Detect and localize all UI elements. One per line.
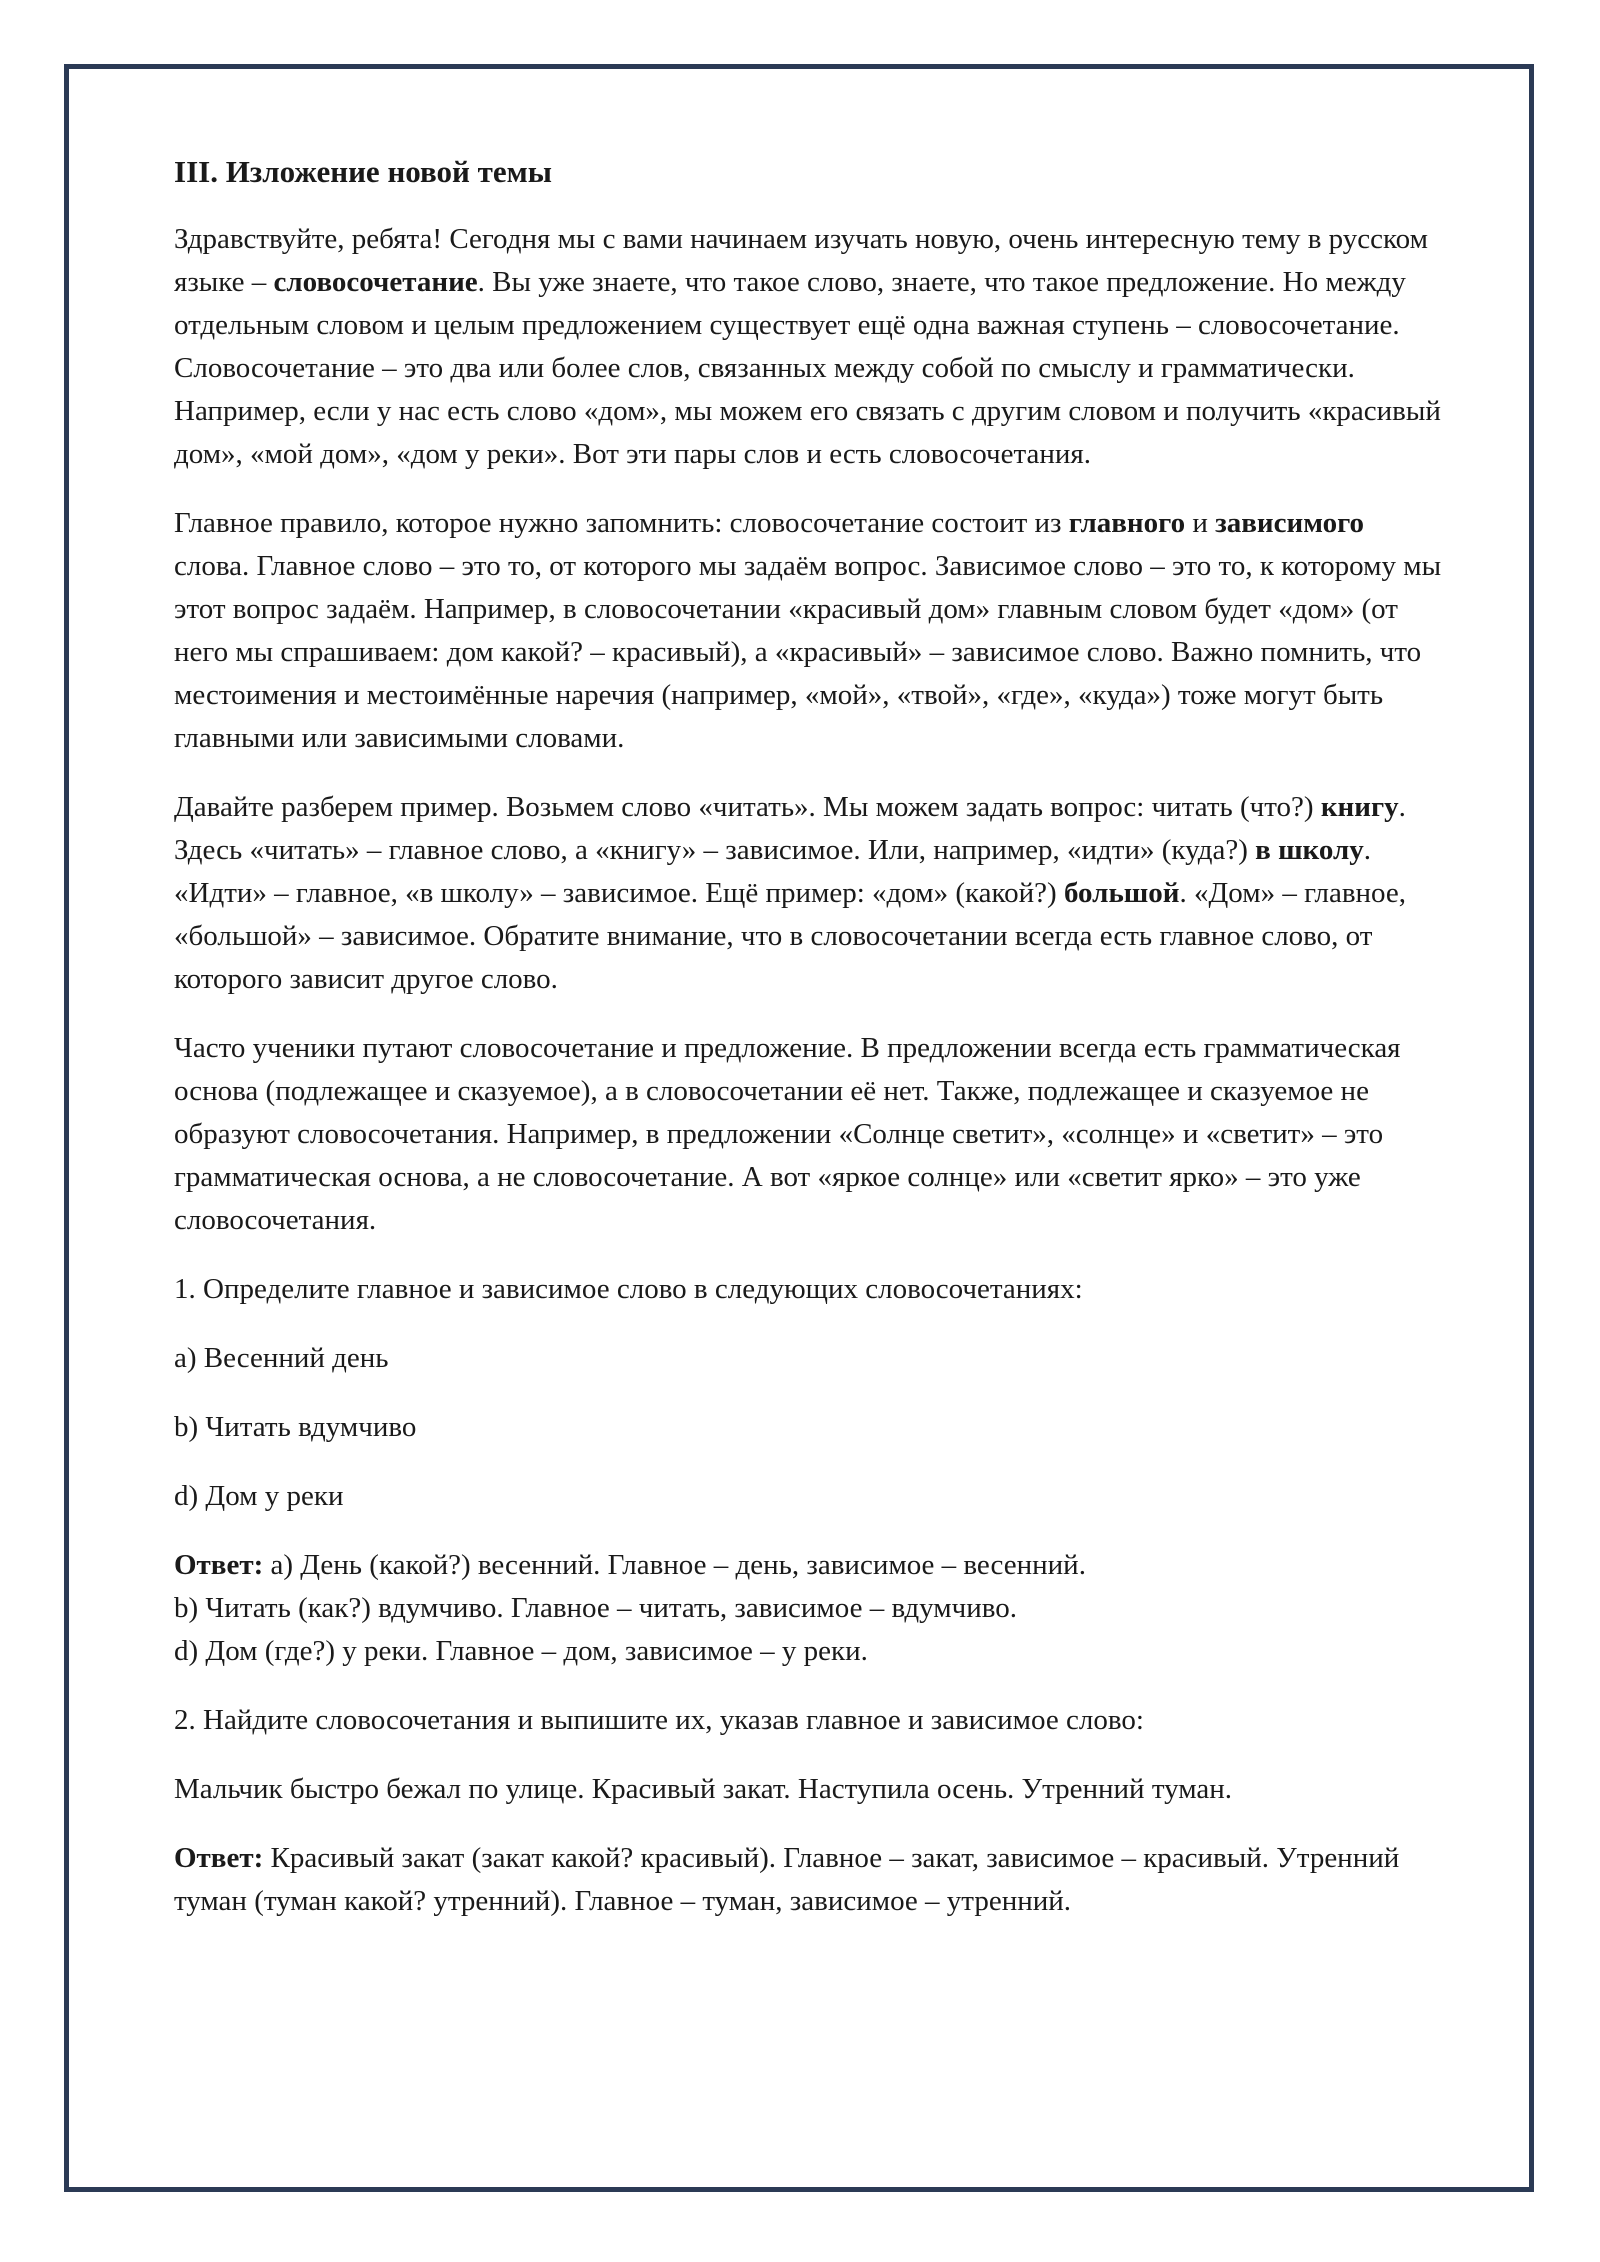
task1-answer: Ответ: а) День (какой?) весенний. Главное – день, зависимое – весенний. b) Читать (как?) вдумчиво. Главное – читать, зависимое – вдумчиво. d) Дом (где?) у реки. Главное – дом, зависимое – у реки. — [174, 1549, 1086, 1667]
paragraph-rule: Главное правило, которое нужно запомнить: словосочетание состоит из главного и зависимого слова. Главное слово – это то, от которого мы задаём вопрос. Зависимое слово – это то, к которому мы этот вопрос задаём. Например, в словосочетании «красивый дом» главным словом будет «дом» (от него мы спрашиваем: дом какой? – красивый), а «красивый» – зависимое слово. Важно помнить, что местоимения и местоимённые наречия (например, «мой», «твой», «где», «куда») тоже могут быть главными или зависимыми словами. — [174, 507, 1442, 754]
document-body — [174, 150, 1444, 1949]
paragraph-example: Давайте разберем пример. Возьмем слово «читать». Мы можем задать вопрос: читать (что?) книгу. Здесь «читать» – главное слово, а «книгу» – зависимое. Или, например, «идти» (куда?) в школу. «Идти» – главное, «в школу» – зависимое. Ещё пример: «дом» (какой?) большой. «Дом» – главное, «большой» – зависимое. Обратите внимание, что в словосочетании всегда есть главное слово, от которого зависит другое слово. — [174, 791, 1407, 995]
task1-item-b: b) Читать вдумчиво — [174, 1411, 417, 1443]
task2-question: 2. Найдите словосочетания и выпишите их, указав главное и зависимое слово: — [174, 1704, 1144, 1736]
task1-question: 1. Определите главное и зависимое слово в следующих словосочетаниях: — [174, 1273, 1083, 1305]
paragraph-difference: Часто ученики путают словосочетание и предложение. В предложении всегда есть грамматическая основа (подлежащее и сказуемое), а в словосочетании её нет. Также, подлежащее и сказуемое не образуют словосочетания. Например, в предложении «Солнце светит», «солнце» и «светит» – это грамматическая основа, а не словосочетание. А вот «яркое солнце» или «светит ярко» – это уже словосочетания. — [174, 1032, 1401, 1236]
paragraph-intro: Здравствуйте, ребята! Сегодня мы с вами начинаем изучать новую, очень интересную тему в русском языке – словосочетание. Вы уже знаете, что такое слово, знаете, что такое предложение. Но между отдельным словом и целым предложением существует ещё одна важная ступень – словосочетание. Словосочетание – это два или более слов, связанных между собой по смыслу и грамматически. Например, если у нас есть слово «дом», мы можем его связать с другим словом и получить «красивый дом», «мой дом», «дом у реки». Вот эти пары слов и есть словосочетания. — [174, 223, 1441, 470]
task1-item-d: d) Дом у реки — [174, 1480, 344, 1512]
task2-answer: Ответ: Красивый закат (закат какой? красивый). Главное – закат, зависимое – красивый. Утренний туман (туман какой? утренний). Главное – туман, зависимое – утренний. — [174, 1842, 1400, 1917]
task2-text: Мальчик быстро бежал по улице. Красивый закат. Наступила осень. Утренний туман. — [174, 1773, 1233, 1805]
task1-item-a: a) Весенний день — [174, 1342, 389, 1374]
section-heading: III. Изложение новой темы — [174, 154, 552, 189]
